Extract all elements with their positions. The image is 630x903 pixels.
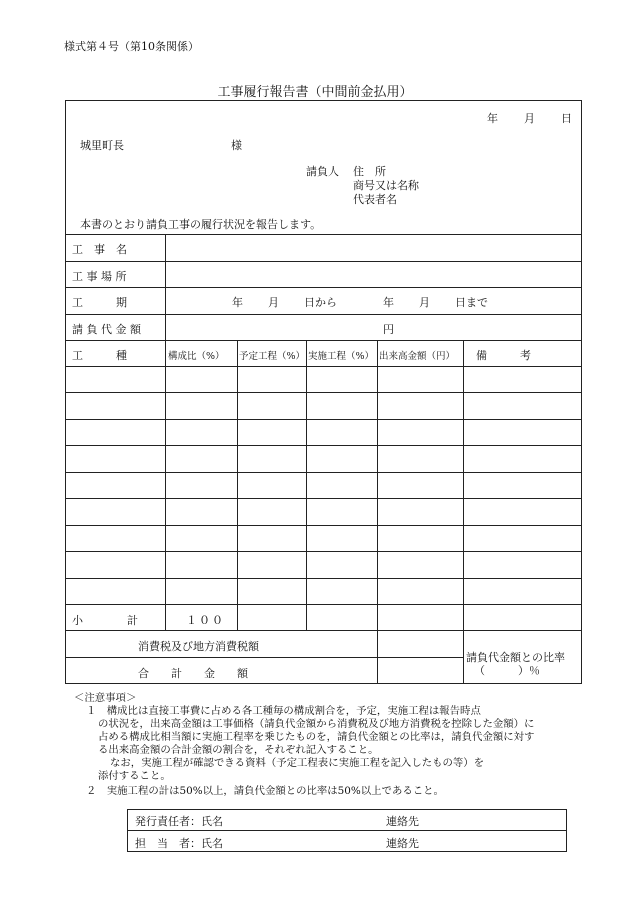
date-month: 月 [524, 112, 535, 125]
table-row [65, 525, 582, 526]
table-row [65, 392, 582, 393]
contractor-representative: 代表者名 [353, 193, 397, 206]
row-rule [65, 340, 582, 341]
contractor-trade-name: 商号又は名称 [353, 179, 419, 192]
col-divider [463, 340, 464, 684]
issuer-label: 発行責任者：氏名 [135, 815, 223, 828]
period-label: 工 期 [72, 296, 127, 309]
notes-heading: ＜注意事項＞ [74, 692, 137, 704]
form-number: 様式第４号（第10条関係） [64, 40, 199, 53]
period-from-year: 年 [232, 296, 243, 309]
row-rule [65, 366, 582, 367]
table-row [65, 419, 582, 420]
ratio-value: （ ）％ [474, 664, 540, 677]
note-line: ２ 実施工程の計は50%以上，請負代金額との比率は50%以上であること。 [86, 785, 444, 797]
table-row [65, 578, 582, 579]
subtotal-label: 小 計 [72, 614, 138, 627]
col-kind-header: 工 種 [72, 349, 127, 362]
col-divider [165, 340, 166, 630]
label-divider [165, 234, 166, 340]
period-to-month: 月 [419, 296, 430, 309]
row-rule [65, 314, 582, 315]
row-rule [65, 287, 582, 288]
tax-label: 消費税及び地方消費税額 [138, 640, 259, 653]
contract-amount-label: 請 負 代 金 額 [72, 323, 141, 336]
col-amount-header: 出来高金額（円） [379, 351, 456, 362]
table-row [65, 630, 582, 631]
table-row [65, 657, 463, 658]
row-rule [65, 234, 582, 235]
addressee-honorific: 様 [231, 139, 242, 152]
col-divider [306, 340, 307, 630]
note-line: 添付すること。 [98, 770, 171, 782]
note-line: １ 構成比は直接工事費に占める各工種毎の構成割合を，予定，実施工程は報告時点 [86, 705, 481, 717]
contractor-address: 住 所 [353, 165, 386, 178]
row-rule [65, 261, 582, 262]
work-place-label: 工 事 場 所 [72, 270, 127, 283]
date-day: 日 [561, 112, 572, 125]
note-line: なお，実施工程が確認できる資料（予定工程表に実施工程を記入したもの等）を [110, 757, 485, 769]
period-from-month: 月 [268, 296, 279, 309]
person-label: 担 当 者：氏名 [135, 837, 223, 850]
total-label: 合 計 金 額 [138, 667, 248, 680]
issuer-contact: 連絡先 [386, 815, 419, 828]
contact-divider [127, 830, 567, 831]
note-line: る出来高金額の合計金額の割合を，それぞれ記入すること。 [98, 744, 379, 756]
date-year: 年 [487, 112, 498, 125]
yen-unit: 円 [383, 323, 394, 336]
period-from-day: 日から [304, 296, 337, 309]
table-row [65, 604, 582, 605]
addressee-name: 城里町長 [80, 139, 124, 152]
note-line: 占める構成比相当額に実施工程率を乗じたものを，請負代金額との比率は，請負代金額に対す [98, 731, 535, 743]
col-remarks-header: 備 考 [476, 349, 531, 362]
note-line: の状況を，出来高金額は工事価格（請負代金額から消費税及び地方消費税を控除した金額）に [98, 718, 535, 730]
work-name-label: 工 事 名 [72, 243, 127, 256]
period-to-day: 日まで [455, 296, 488, 309]
ratio-label: 請負代金額との比率 [466, 651, 565, 664]
table-row [65, 445, 582, 446]
col-ratio-header: 構成比（%） [168, 351, 225, 362]
col-divider [377, 340, 378, 684]
col-divider [237, 340, 238, 630]
contractor-label: 請負人 [306, 165, 339, 178]
intro-text: 本書のとおり請負工事の履行状況を報告します。 [80, 218, 322, 231]
col-actual-header: 実施工程（%） [308, 351, 375, 362]
table-row [65, 498, 582, 499]
person-contact: 連絡先 [386, 837, 419, 850]
col-planned-header: 予定工程（%） [239, 351, 306, 362]
document-title: 工事履行報告書（中間前金払用） [217, 85, 413, 100]
table-row [65, 472, 582, 473]
subtotal-value: １００ [186, 614, 225, 627]
period-to-year: 年 [383, 296, 394, 309]
table-row [65, 551, 582, 552]
